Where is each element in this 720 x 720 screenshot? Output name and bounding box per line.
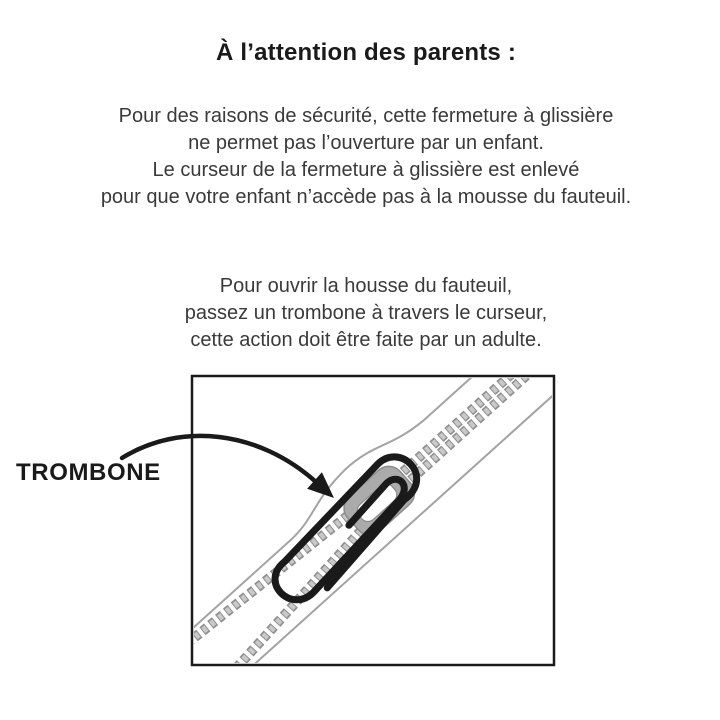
trombone-label: TROMBONE: [16, 459, 161, 486]
intro-paragraph: [12, 103, 720, 211]
text-line: pour que votre enfant n’accède pas à la mousse du fauteuil.: [100, 186, 632, 208]
text-line: passez un trombone à travers le curseur,: [184, 302, 548, 324]
text-line: Le curseur de la fermeture à glissière est enlevé: [152, 159, 580, 181]
text-line: Pour ouvrir la housse du fauteuil,: [219, 275, 513, 297]
text-line: Pour des raisons de sécurité, cette fermeture à glissière: [118, 105, 614, 127]
instruction-paragraph: [12, 273, 720, 354]
zipper-diagram: [0, 360, 720, 700]
text-line: ne permet pas l’ouverture par un enfant.: [188, 132, 544, 154]
page-title: À l’attention des parents :: [215, 39, 517, 66]
notice-text: [0, 0, 720, 354]
text-line: cette action doit être faite par un adulte.: [190, 329, 542, 351]
